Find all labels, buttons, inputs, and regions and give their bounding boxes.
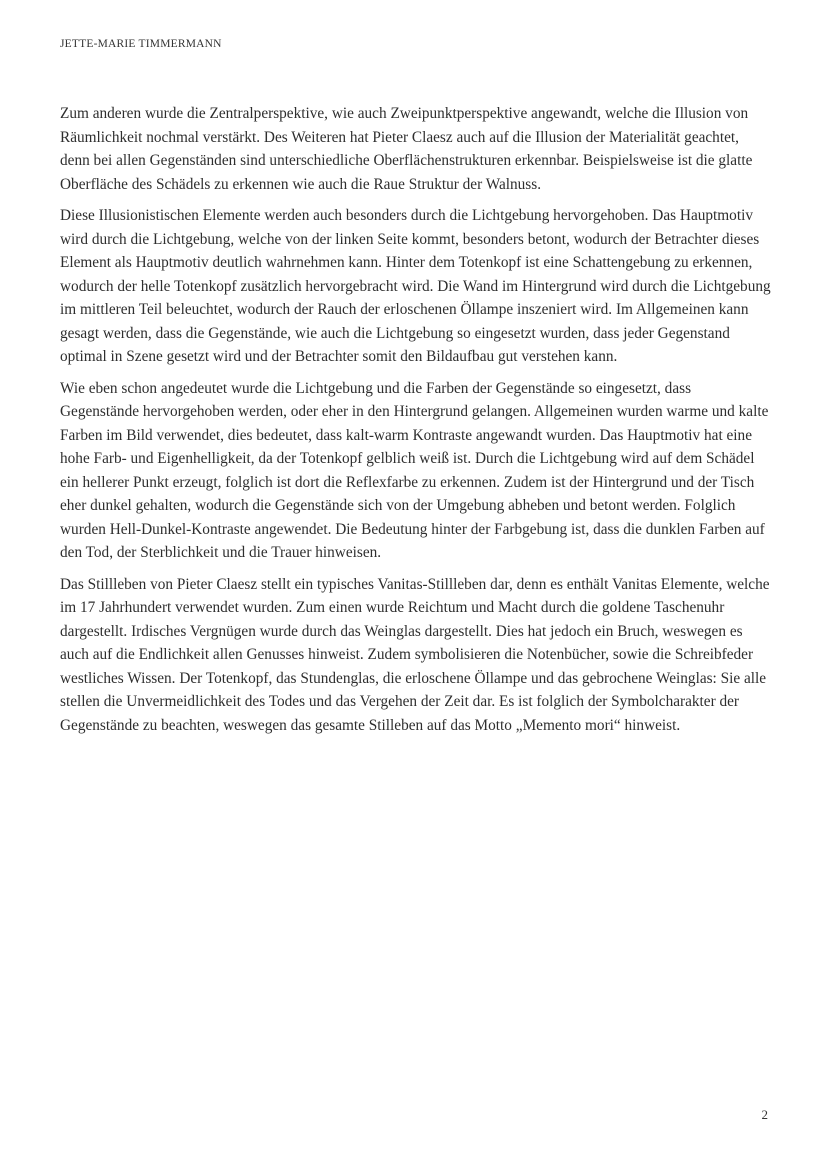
author-header: JETTE-MARIE TIMMERMANN (60, 38, 222, 50)
paragraph-colors: Wie eben schon angedeutet wurde die Lichtgebung und die Farben der Gegenstände so eingesetzt, dass Gegenstände hervorgehoben werden, oder eher in den Hintergrund gelangen. Allgemeinen wurden warme und kalte Farben im Bild verwendet, dies bedeutet, dass kalt-warm Kontraste angewandt wurden. Das Hauptmotiv hat eine hohe Farb- und Eigenhelligkeit, da der Totenkopf gelblich weiß ist. Durch die Lichtgebung wird auf dem Schädel ein hellerer Punkt erzeugt, folglich ist dort die Reflexfarbe zu erkennen. Zudem ist der Hintergrund und der Tisch eher dunkel gehalten, wodurch die Gegenstände sich von der Umgebung abheben und betont werden. Folglich wurden Hell-Dunkel-Kontraste angewendet. Die Bedeutung hinter der Farbgebung ist, dass die dunklen Farben auf den Tod, der Sterblichkeit und die Trauer hinweisen. (60, 379, 769, 561)
paragraph-perspective: Zum anderen wurde die Zentralperspektive, wie auch Zweipunktperspektive angewandt, welche die Illusion von Räumlichkeit nochmal verstärkt. Des Weiteren hat Pieter Claesz auch auf die Illusion der Materialität geachtet, denn bei allen Gegenständen sind unterschiedliche Oberflächenstrukturen erkennbar. Beispielsweise ist die glatte Oberfläche des Schädels zu erkennen wie auch die Raue Struktur der Walnuss. (60, 105, 753, 193)
body-text (60, 102, 772, 745)
paragraph-lighting: Diese Illusionistischen Elemente werden auch besonders durch die Lichtgebung hervorgehoben. Das Hauptmotiv wird durch die Lichtgebung, welche von der linken Seite kommt, besonders betont, wodurch der Betrachter dieses Element als Hauptmotiv deutlich wahrnehmen kann. Hinter dem Totenkopf ist eine Schattengebung zu erkennen, wodurch der helle Totenkopf zusätzlich hervorgebracht wird. Die Wand im Hintergrund wird durch die Lichtgebung im mittleren Teil beleuchtet, wodurch der Rauch der erloschenen Öllampe inszeniert wird. Im Allgemeinen kann gesagt werden, dass die Gegenstände, wie auch die Lichtgebung so eingesetzt wurden, dass jeder Gegenstand optimal in Szene gesetzt wird und der Betrachter somit den Bildaufbau gut verstehen kann. (60, 207, 771, 365)
page-number: 2 (761, 1107, 768, 1122)
paragraph-vanitas: Das Stillleben von Pieter Claesz stellt ein typisches Vanitas-Stillleben dar, denn es enthält Vanitas Elemente, welche im 17 Jahrhundert verwendet wurden. Zum einen wurde Reichtum und Macht durch die goldene Taschenuhr dargestellt. Irdisches Vergnügen wurde durch das Weinglas dargestellt. Dies hat jedoch ein Bruch, weswegen es auch auf die Endlichkeit allen Genusses hinweist. Zudem symbolisieren die Notenbücher, sowie die Schreibfeder westliches Wissen. Der Totenkopf, das Stundenglas, die erloschene Öllampe und das gebrochene Weinglas: Sie alle stellen die Unvermeidlichkeit des Todes und das Vergehen der Zeit dar. Es ist folglich der Symbolcharakter der Gegenstände zu beachten, weswegen das gesamte Stilleben auf das Motto „Memento mori“ hinweist. (60, 575, 770, 734)
